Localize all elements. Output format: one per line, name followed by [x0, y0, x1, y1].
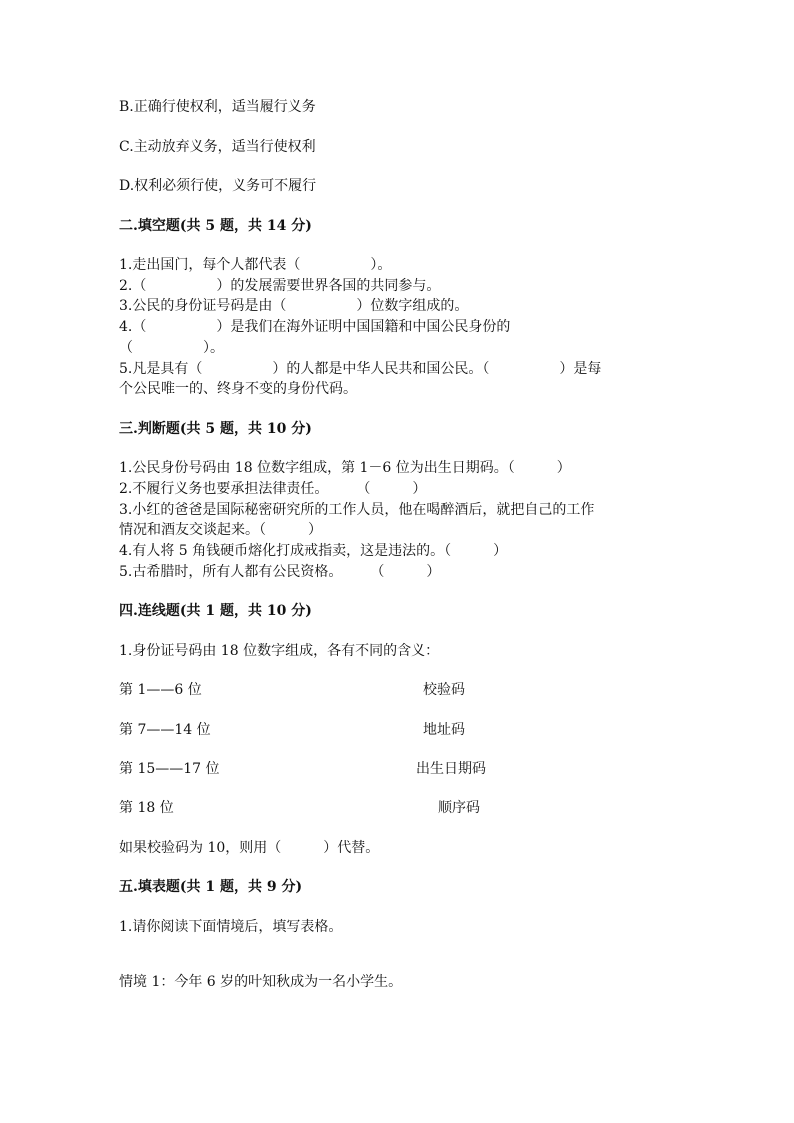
match-right-item: 顺序码: [438, 800, 480, 816]
judge-question-5: 5.古希腊时，所有人都有公民资格。 （ ）: [119, 564, 441, 580]
section-3-title: 三.判断题(共 5 题，共 10 分): [119, 421, 312, 437]
judge-question-4: 4.有人将 5 角钱硬币熔化打成戒指卖，这是违法的。（ ）: [119, 543, 508, 559]
fill-question-5-line-1: 5.凡是具有（ ）的人都是中华人民共和国公民。（ ）是每: [119, 361, 602, 377]
match-question-note: 如果校验码为 10，则用（ ）代替。: [119, 840, 380, 856]
table-question-intro: 1.请你阅读下面情境后，填写表格。: [119, 919, 343, 935]
scenario-1: 情境 1：今年 6 岁的叶知秋成为一名小学生。: [119, 974, 403, 990]
match-right-item: 出生日期码: [416, 761, 486, 777]
match-left-item: 第 7——14 位: [119, 722, 211, 738]
fill-question-5-line-2: 个公民唯一的、终身不变的身份代码。: [119, 381, 357, 397]
judge-question-2: 2.不履行义务也要承担法律责任。 （ ）: [119, 481, 427, 497]
option-b: B.正确行使权利，适当履行义务: [119, 99, 316, 115]
match-right-item: 校验码: [423, 682, 465, 698]
match-question-intro: 1.身份证号码由 18 位数字组成，各有不同的含义：: [119, 643, 440, 659]
fill-question-2: 2.（ ）的发展需要世界各国的共同参与。: [119, 278, 441, 294]
section-4-title: 四.连线题(共 1 题，共 10 分): [119, 603, 312, 619]
fill-question-3: 3.公民的身份证号码是由（ ）位数字组成的。: [119, 298, 469, 314]
judge-question-3-line-1: 3.小红的爸爸是国际秘密研究所的工作人员，他在喝醉酒后，就把自己的工作: [119, 502, 595, 518]
fill-question-4-line-1: 4.（ ）是我们在海外证明中国国籍和中国公民身份的: [119, 319, 511, 335]
option-c: C.主动放弃义务，适当行使权利: [119, 139, 316, 155]
judge-question-1: 1.公民身份号码由 18 位数字组成，第 1－6 位为出生日期码。（ ）: [119, 460, 571, 476]
match-left-item: 第 1——6 位: [119, 682, 202, 698]
fill-question-4-line-2: （ ）。: [119, 340, 224, 356]
fill-question-1: 1.走出国门，每个人都代表（ ）。: [119, 257, 392, 273]
match-left-item: 第 18 位: [119, 800, 174, 816]
section-2-title: 二.填空题(共 5 题，共 14 分): [119, 218, 312, 234]
option-d: D.权利必须行使，义务可不履行: [119, 178, 317, 194]
match-right-item: 地址码: [423, 722, 465, 738]
match-left-item: 第 15——17 位: [119, 761, 220, 777]
judge-question-3-line-2: 情况和酒友交谈起来。（ ）: [119, 522, 322, 538]
section-5-title: 五.填表题(共 1 题，共 9 分): [119, 879, 303, 895]
